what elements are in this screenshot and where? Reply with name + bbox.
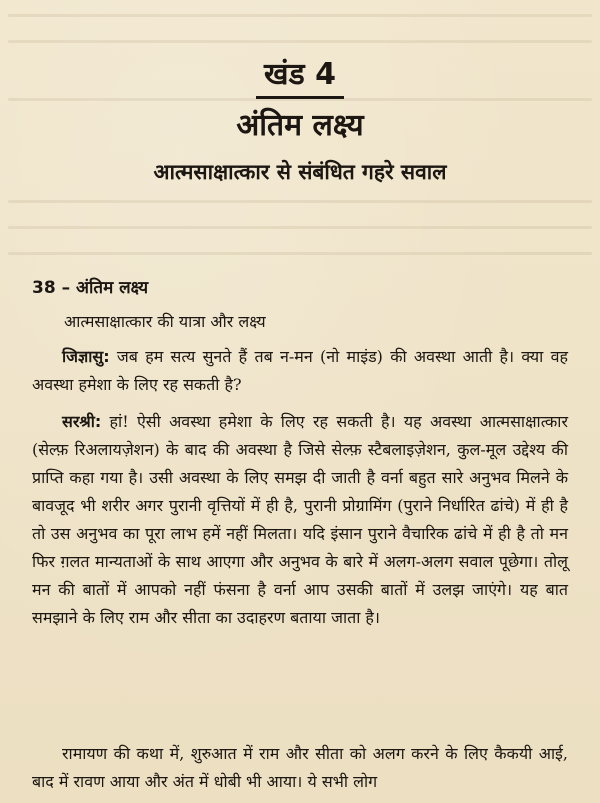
dialogue-question xyxy=(32,343,568,399)
section-header xyxy=(0,56,600,99)
closing-paragraph: रामायण की कथा में, शुरुआत में राम और सीता को अलग करने के लिए कैकयी आई, बाद में रावण आया और अंत में धोबी भी आया। ये सभी लोग xyxy=(32,744,568,791)
chapter-title: अंतिम लक्ष्य xyxy=(236,108,364,143)
bleed-through-line xyxy=(8,40,592,43)
item-subheading: आत्मसाक्षात्कार की यात्रा और लक्ष्य xyxy=(64,312,266,331)
dialogue-text: हां! ऐसी अवस्था हमेशा के लिए रह सकती है। यह अवस्था आत्मसाक्षात्कार (सेल्फ़ रिअलायज़ेशन) के बाद की अवस्था है जिसे सेल्फ़ स्टैबलाइज़ेशन, कुल-मूल उद्देश्य की प्राप्ति कहा गया है। उसी अवस्था के लिए समझ दी जाती है वर्ना बहुत सारे अनुभव मिलने के बावजूद भी शरीर अगर पुरानी वृत्तियों में ही है, पुरानी प्रोग्रामिंग (पुराने निर्धारित ढांचे) में ही है तो उस अनुभव का पूरा लाभ हमें नहीं मिलता। यदि इंसान पुराने वैचारिक ढांचे में ही है तो मन फिर ग़लत मान्यताओं के साथ आएगा और अनुभव के बारे में अलग-अलग सवाल पूछेगा। तोलू मन की बातों में आपको नहीं फंसना है वर्ना आप उसकी बातों में उलझ जाएंगे। यह बात समझाने के लिए राम और सीता का उदाहरण बताया जाता है। xyxy=(32,412,568,627)
bleed-through-line xyxy=(8,226,592,229)
bleed-through-line xyxy=(8,200,592,203)
bleed-through-line xyxy=(8,252,592,255)
speaker-label: सरश्री: xyxy=(62,412,102,431)
speaker-label: जिज्ञासु: xyxy=(62,347,110,366)
dialogue-text: जब हम सत्य सुनते हैं तब न-मन (नो माइंड) की अवस्था आती है। क्या वह अवस्था हमेशा के लिए रह सकती है? xyxy=(32,347,568,394)
item-heading: 38 – अंतिम लक्ष्य xyxy=(32,278,149,298)
dialogue-answer xyxy=(32,408,568,632)
bleed-through-line xyxy=(8,14,592,17)
chapter-subtitle: आत्मसाक्षात्कार से संबंधित गहरे सवाल xyxy=(153,160,447,184)
section-label: खंड 4 xyxy=(256,56,344,99)
